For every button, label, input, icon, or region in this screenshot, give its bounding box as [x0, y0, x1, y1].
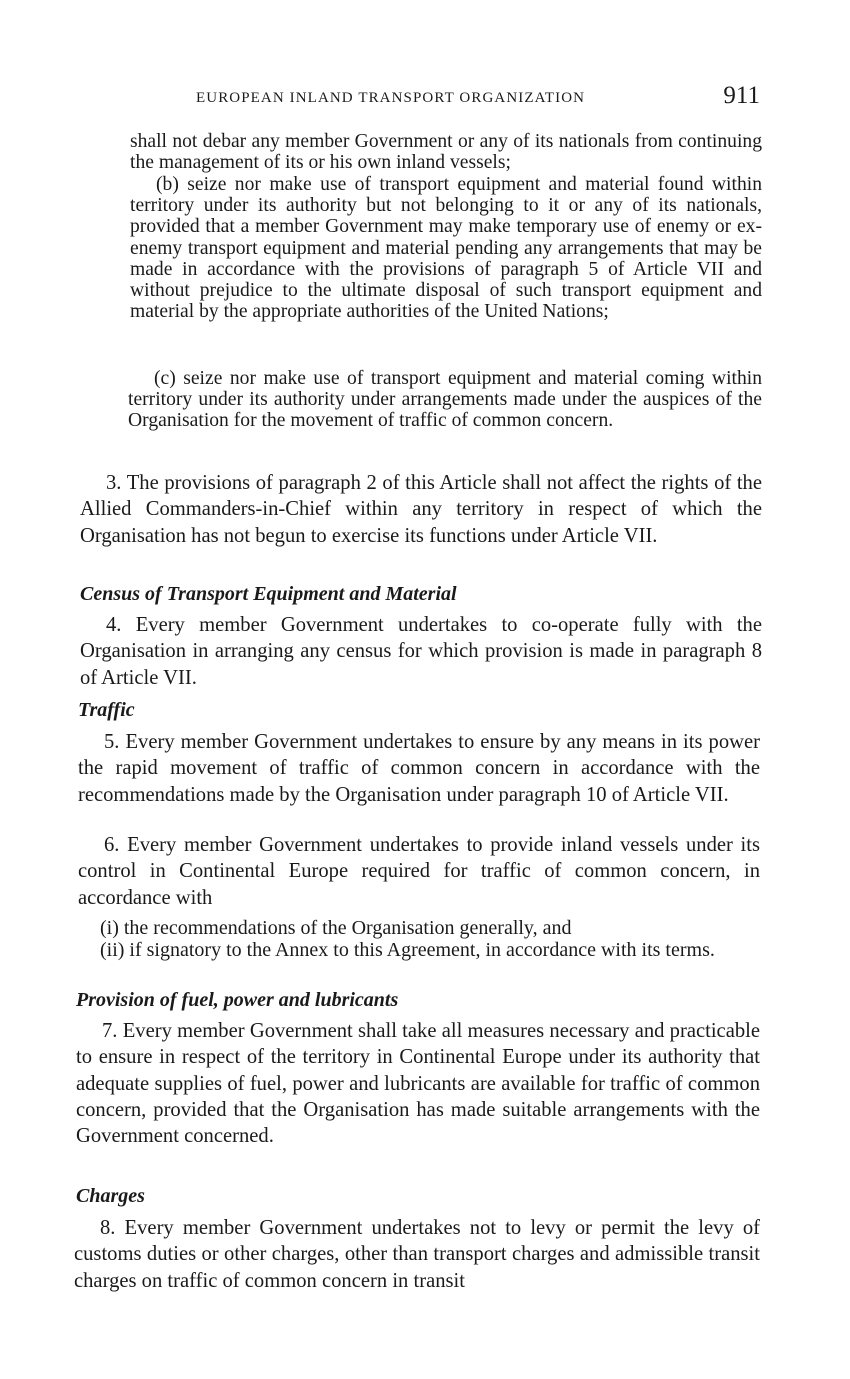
paragraph-5: 5. Every member Government undertakes to ensure by any means in its power the rapid movement of traffic of common concern in accordance with the recommendations made by the Organisation under paragraph 10 of Article VII.: [78, 731, 760, 806]
paragraph-6: 6. Every member Government undertakes to provide inland vessels under its control in Continental Europe required for traffic of common concern, in accordance with: [78, 834, 760, 909]
section-heading-charges: Charges: [76, 1185, 145, 1207]
paragraph-7: 7. Every member Government shall take all measures necessary and practicable to ensure in respect of the territory in Continental Europe under its authority that adequate supplies of fuel, power and lubricants are available for traffic of common concern, provided that the Organisation has made suitable arrangements with the Government concerned.: [76, 1020, 760, 1148]
clause-b: (b) seize nor make use of transport equipment and material found within territory under its authority but not belonging to it or any of its nationals, provided that a member Government may make temporary use of enemy or ex-enemy transport equipment and material pending any arrangements that may be made in accordance with the provisions of paragraph 5 of Article VII and without prejudice to the ultimate disposal of such transport equipment and material by the appropriate authorities of the United Nations;: [130, 174, 762, 323]
paragraph-3: 3. The provisions of paragraph 2 of this Article shall not affect the rights of the Allied Commanders-in-Chief within any territory in respect of which the Organisation has not begun to exercise its functions under Article VII.: [80, 472, 762, 547]
clause-c: (c) seize nor make use of transport equipment and material coming within territory under its authority under arrangements made under the auspices of the Organisation for the movement of traffic of common concern.: [128, 368, 762, 432]
page-number: 911: [723, 82, 760, 109]
paragraph-continuation: shall not debar any member Government or any of its nationals from continuing the management of its or his own inland vessels;: [130, 131, 762, 174]
section-heading-census: Census of Transport Equipment and Material: [80, 583, 457, 605]
clause-6-i: (i) the recommendations of the Organisation generally, and: [100, 917, 572, 939]
section-heading-fuel: Provision of fuel, power and lubricants: [76, 989, 399, 1011]
paragraph-8: 8. Every member Government undertakes not to levy or permit the levy of customs duties or other charges, other than transport charges and admissible transit charges on traffic of common concern in transit: [74, 1217, 760, 1292]
section-heading-traffic: Traffic: [78, 699, 135, 721]
running-title: EUROPEAN INLAND TRANSPORT ORGANIZATION: [196, 90, 586, 106]
clause-6-ii: (ii) if signatory to the Annex to this Agreement, in accordance with its terms.: [100, 939, 715, 961]
paragraph-4: 4. Every member Government undertakes to co-operate fully with the Organisation in arranging any census for which provision is made in paragraph 8 of Article VII.: [80, 614, 762, 689]
running-head: [196, 82, 764, 112]
